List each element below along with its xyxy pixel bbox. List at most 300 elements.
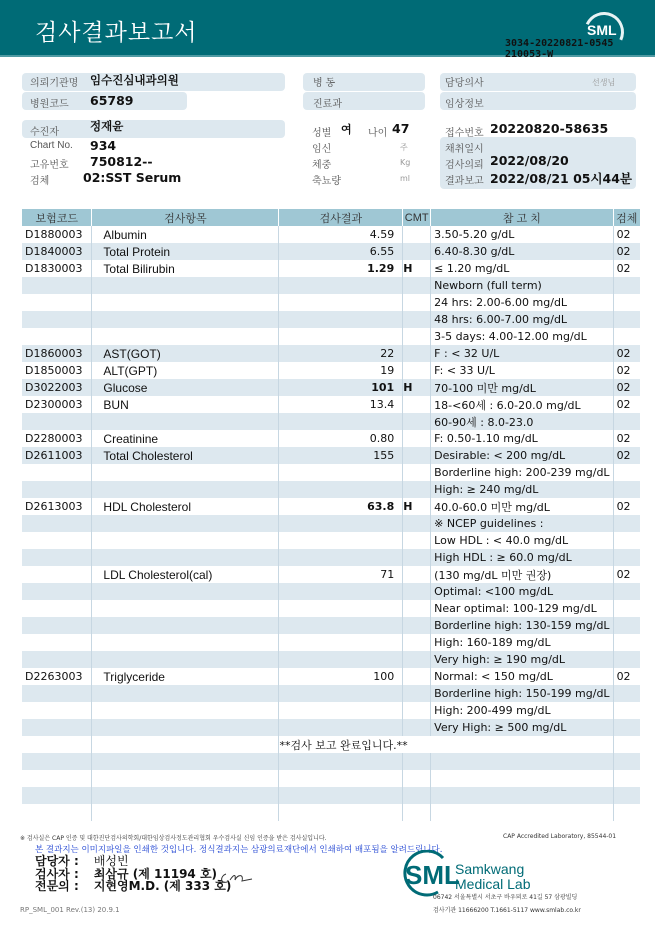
- column-header: 보험코드: [22, 209, 92, 226]
- insurance-code: [22, 464, 92, 481]
- reference-range: Newborn (full term): [431, 277, 613, 294]
- insurance-code: [22, 804, 92, 821]
- insurance-code: [22, 787, 92, 804]
- test-item: [92, 464, 279, 481]
- specimen-code: [613, 600, 640, 617]
- reference-range: Near optimal: 100-129 mg/dL: [431, 600, 613, 617]
- code-label: 병원코드: [30, 99, 69, 110]
- reference-range: ≤ 1.20 mg/dL: [431, 260, 613, 277]
- test-result: [279, 481, 403, 498]
- blank-row: [22, 753, 640, 770]
- test-item: AST(GOT): [92, 345, 279, 362]
- specimen-code: 02: [613, 362, 640, 379]
- test-item: Creatinine: [92, 430, 279, 447]
- reference-range: Very High: ≥ 500 mg/dL: [431, 719, 613, 736]
- test-item: [92, 294, 279, 311]
- insurance-code: D1860003: [22, 345, 92, 362]
- test-result: 22: [279, 345, 403, 362]
- cmt-flag: [403, 532, 431, 549]
- blank-row: [22, 770, 640, 787]
- specimen-code: 02: [613, 226, 640, 243]
- report-complete-text: **검사 보고 완료입니다.**: [279, 736, 613, 753]
- test-item: [92, 770, 279, 787]
- test-item: [92, 600, 279, 617]
- cmt-flag: [403, 430, 431, 447]
- test-result: 100: [279, 668, 403, 685]
- cmt-flag: [403, 345, 431, 362]
- specimen-code: [613, 651, 640, 668]
- column-header: CMT: [403, 209, 431, 226]
- cmt-flag: [403, 668, 431, 685]
- hospital-value: 임수진심내과의원: [90, 73, 179, 87]
- reference-range: High: ≥ 240 mg/dL: [431, 481, 613, 498]
- test-result: 4.59: [279, 226, 403, 243]
- reference-range: 24 hrs: 2.00-6.00 mg/dL: [431, 294, 613, 311]
- test-item: LDL Cholesterol(cal): [92, 566, 279, 583]
- chart-label: Chart No.: [30, 140, 73, 151]
- specimen-code: [613, 634, 640, 651]
- reference-range: Low HDL : < 40.0 mg/dL: [431, 532, 613, 549]
- urine-label: 축뇨량: [312, 176, 341, 187]
- table-row: [22, 447, 640, 464]
- reference-range: Very high: ≥ 190 mg/dL: [431, 651, 613, 668]
- reference-range: Optimal: <100 mg/dL: [431, 583, 613, 600]
- insurance-code: [22, 736, 92, 753]
- cmt-flag: [403, 311, 431, 328]
- test-result: [279, 634, 403, 651]
- document-number: 3034-20220821-0545 210053-W: [505, 38, 614, 60]
- reference-range: High: 160-189 mg/dL: [431, 634, 613, 651]
- insurance-code: D2613003: [25, 500, 83, 513]
- cmt-flag: [403, 481, 431, 498]
- results-table: [22, 209, 640, 821]
- specimen-code: [613, 685, 640, 702]
- sml-footer-logo: SML: [405, 860, 460, 890]
- reference-range: 70-100 미만 mg/dL: [431, 379, 613, 396]
- insurance-code: D2263003: [25, 670, 83, 683]
- test-result: 101: [279, 379, 403, 396]
- specimen-code: [613, 311, 640, 328]
- test-item: Glucose: [92, 379, 279, 396]
- test-item: [92, 328, 279, 345]
- test-item: [92, 753, 279, 770]
- test-result: [279, 651, 403, 668]
- reference-range: [431, 787, 613, 804]
- cmt-flag: [403, 294, 431, 311]
- signature-icon: [218, 868, 258, 888]
- cmt-flag: [403, 464, 431, 481]
- sex-value: 여: [341, 123, 352, 136]
- insurance-code: D3022003: [22, 379, 92, 396]
- table-header: [22, 209, 640, 226]
- test-result: [279, 583, 403, 600]
- test-result: [279, 685, 403, 702]
- reference-range: Borderline high: 150-199 mg/dL: [431, 685, 613, 702]
- request-label: 검사의뢰: [445, 160, 484, 171]
- cmt-flag: [403, 447, 431, 464]
- test-result: [279, 515, 403, 532]
- cmt-flag: [403, 413, 431, 430]
- reference-range: 18-<60세 : 6.0-20.0 mg/dL: [431, 396, 613, 413]
- column-header: 검사결과: [279, 209, 403, 226]
- specimen-code: 02: [613, 396, 640, 413]
- table-row: [22, 634, 640, 651]
- test-item: [92, 702, 279, 719]
- table-row: [22, 702, 640, 719]
- collection-label: 채취일시: [445, 144, 484, 155]
- specimen-code: [613, 736, 640, 753]
- test-result: [279, 770, 403, 787]
- specimen-code: [613, 464, 640, 481]
- insurance-code: [22, 277, 92, 294]
- receipt-value: 20220820-58635: [490, 121, 609, 136]
- report-title: 검사결과보고서: [35, 20, 198, 46]
- test-item: Total Cholesterol: [92, 447, 279, 464]
- insurance-code: [22, 685, 92, 702]
- test-result: [279, 294, 403, 311]
- column-header: 검체: [613, 209, 640, 226]
- weight-label: 체중: [312, 160, 332, 171]
- specimen-code: [613, 328, 640, 345]
- table-row: [22, 515, 640, 532]
- hospital-label: 의뢰기관명: [30, 78, 79, 89]
- reference-range: Borderline high: 130-159 mg/dL: [431, 617, 613, 634]
- certification-text: ※ 검사실은 CAP 인증 및 대한진단검사의학회/대한임상검사정도관리협회 우수검사실 신임 인증을 받은 검사실입니다.: [20, 835, 327, 842]
- insurance-code: [22, 651, 92, 668]
- insurance-code: [22, 719, 92, 736]
- cmt-flag: [403, 566, 431, 583]
- insurance-code: [22, 532, 92, 549]
- table-row: [22, 685, 640, 702]
- receipt-label: 접수번호: [445, 128, 484, 139]
- age-value: 47: [392, 121, 410, 136]
- cmt-flag: [403, 804, 431, 821]
- table-row: [22, 362, 640, 379]
- reference-range: 48 hrs: 6.00-7.00 mg/dL: [431, 311, 613, 328]
- cmt-flag: [403, 549, 431, 566]
- specimen-code: 02: [613, 430, 640, 447]
- test-item: [92, 277, 279, 294]
- insurance-code: [22, 481, 92, 498]
- cap-text: CAP Accredited Laboratory, 85544-01: [503, 833, 617, 840]
- table-row: [22, 243, 640, 260]
- reference-range: High: 200-499 mg/dL: [431, 702, 613, 719]
- cmt-flag: [403, 243, 431, 260]
- table-row: [22, 413, 640, 430]
- reference-range: 3.50-5.20 g/dL: [431, 226, 613, 243]
- test-item: [92, 532, 279, 549]
- table-row: [22, 345, 640, 362]
- table-row: [22, 311, 640, 328]
- reference-range: 60-90세 : 8.0-23.0: [431, 413, 613, 430]
- test-item: ALT(GPT): [92, 362, 279, 379]
- specimen-value: 02:SST Serum: [83, 170, 182, 185]
- pregnancy-label: 임신: [312, 144, 332, 155]
- test-item: [92, 583, 279, 600]
- test-result: [279, 464, 403, 481]
- specimen-code: [613, 770, 640, 787]
- specimen-code: [613, 294, 640, 311]
- test-result: [279, 804, 403, 821]
- id-label: 고유번호: [30, 160, 69, 171]
- doctor-suffix: 선생님: [592, 78, 616, 87]
- test-item: [92, 685, 279, 702]
- table-row: [22, 481, 640, 498]
- test-item: Albumin: [92, 226, 279, 243]
- test-result: [279, 787, 403, 804]
- table-row: [22, 277, 640, 294]
- table-row: [22, 532, 640, 549]
- test-result: 155: [279, 447, 403, 464]
- lab-address: 06742 서울특별시 서초구 바우뫼로 41길 57 삼광빌딩: [433, 894, 578, 901]
- insurance-code: D2611003: [22, 447, 92, 464]
- cmt-flag: [403, 685, 431, 702]
- test-item: [92, 804, 279, 821]
- clinical-label: 임상정보: [445, 99, 484, 110]
- test-result: 71: [279, 566, 403, 583]
- reference-range: [431, 753, 613, 770]
- specimen-code: 02: [613, 498, 640, 515]
- table-row: [22, 566, 640, 583]
- test-item: Triglyceride: [92, 668, 279, 685]
- insurance-code: [22, 566, 92, 583]
- reference-range: Normal: < 150 mg/dL: [431, 668, 613, 685]
- insurance-code: D2300003: [25, 398, 83, 411]
- cmt-flag: [403, 702, 431, 719]
- specimen-code: [613, 804, 640, 821]
- blank-row: [22, 804, 640, 821]
- cmt-flag: H: [403, 379, 431, 396]
- specimen-code: 02: [613, 260, 640, 277]
- insurance-code: [22, 583, 92, 600]
- cmt-flag: [403, 362, 431, 379]
- staff-specialist: 전문의 : 지현영M.D. (제 333 호): [35, 879, 232, 893]
- reference-range: F : < 32 U/L: [431, 345, 613, 362]
- table-row: [22, 549, 640, 566]
- request-value: 2022/08/20: [490, 153, 569, 168]
- cmt-flag: [403, 600, 431, 617]
- cmt-flag: [403, 396, 431, 413]
- column-header: 검사항목: [92, 209, 279, 226]
- test-result: [279, 617, 403, 634]
- cmt-flag: [403, 226, 431, 243]
- specimen-code: [613, 719, 640, 736]
- insurance-code: D1830003: [25, 262, 83, 275]
- staff-tester: 검사자 : 최삼규 (제 11194 호): [35, 867, 218, 881]
- table-row: [22, 600, 640, 617]
- table-row: [22, 260, 640, 277]
- test-item: [92, 651, 279, 668]
- cmt-flag: [403, 328, 431, 345]
- test-item: [92, 719, 279, 736]
- specimen-code: [613, 787, 640, 804]
- specimen-code: [613, 413, 640, 430]
- cmt-flag: H: [403, 498, 431, 515]
- insurance-code: D1850003: [25, 364, 83, 377]
- test-result: [279, 600, 403, 617]
- urine-unit: ml: [400, 174, 411, 183]
- specimen-code: 02: [613, 566, 640, 583]
- test-item: BUN: [92, 396, 279, 413]
- cmt-flag: [403, 617, 431, 634]
- test-item: [92, 481, 279, 498]
- form-number: RP_SML_001 Rev.(13) 20.9.1: [20, 906, 120, 914]
- reference-range: ※ NCEP guidelines :: [431, 515, 613, 532]
- insurance-code: [22, 515, 92, 532]
- insurance-code: [22, 600, 92, 617]
- insurance-code: D1840003: [22, 243, 92, 260]
- test-item: HDL Cholesterol: [92, 498, 279, 515]
- table-row: [22, 719, 640, 736]
- specimen-code: 02: [613, 379, 640, 396]
- reference-range: F: < 33 U/L: [431, 362, 613, 379]
- table-row: [22, 328, 640, 345]
- reference-range: 40.0-60.0 미만 mg/dL: [431, 498, 613, 515]
- table-row: [22, 379, 640, 396]
- id-value: 750812--: [90, 154, 153, 169]
- cmt-flag: [403, 515, 431, 532]
- insurance-code: [22, 753, 92, 770]
- blank-row: [22, 787, 640, 804]
- insurance-code: [22, 549, 92, 566]
- weight-unit: Kg: [400, 158, 411, 167]
- specimen-label: 검체: [30, 176, 50, 187]
- insurance-code: D2280003: [25, 432, 83, 445]
- test-result: 6.55: [279, 243, 403, 260]
- insurance-code: [22, 617, 92, 634]
- test-result: [279, 328, 403, 345]
- specimen-code: [613, 549, 640, 566]
- sex-label: 성별: [312, 128, 332, 139]
- reference-range: (130 mg/dL 미만 권장): [431, 566, 613, 583]
- cmt-flag: [403, 583, 431, 600]
- specimen-code: [613, 277, 640, 294]
- table-row: [22, 651, 640, 668]
- reference-range: Desirable: < 200 mg/dL: [431, 447, 613, 464]
- specimen-code: [613, 617, 640, 634]
- insurance-code: [22, 770, 92, 787]
- test-item: [92, 617, 279, 634]
- age-label: 나이: [368, 128, 388, 139]
- test-result: [279, 753, 403, 770]
- report-label: 결과보고: [445, 176, 484, 187]
- test-item: [92, 634, 279, 651]
- cmt-flag: [403, 770, 431, 787]
- patient-box: [22, 120, 285, 138]
- insurance-code: [22, 702, 92, 719]
- table-row: [22, 668, 640, 685]
- test-item: [92, 787, 279, 804]
- reference-range: [431, 770, 613, 787]
- test-item: [92, 736, 279, 753]
- specimen-code: 02: [613, 447, 640, 464]
- test-result: [279, 702, 403, 719]
- reference-range: 3-5 days: 4.00-12.00 mg/dL: [431, 328, 613, 345]
- table-row: [22, 498, 640, 515]
- test-item: [92, 515, 279, 532]
- specimen-code: 02: [613, 345, 640, 362]
- insurance-code: [22, 311, 92, 328]
- reference-range: 6.40-8.30 g/dL: [431, 243, 613, 260]
- insurance-code: [22, 328, 92, 345]
- insurance-code: [22, 413, 92, 430]
- cmt-flag: [403, 277, 431, 294]
- column-header: 참 고 치: [431, 209, 613, 226]
- table-row: [22, 294, 640, 311]
- test-result: [279, 277, 403, 294]
- dept-label: 진료과: [313, 99, 342, 110]
- staff-manager: 담당자 : 배성빈: [35, 854, 129, 868]
- table-row: [22, 583, 640, 600]
- specimen-code: [613, 753, 640, 770]
- chart-value: 934: [90, 138, 117, 153]
- table-row: [22, 617, 640, 634]
- patient-value: 정재윤: [90, 119, 124, 133]
- test-result: [279, 413, 403, 430]
- table-row: [22, 736, 640, 753]
- table-row: [22, 396, 640, 413]
- table-row: [22, 464, 640, 481]
- lab-contact: 검사기관 11666200 T.1661-5117 www.smlab.co.kr: [433, 907, 581, 914]
- cmt-flag: [403, 787, 431, 804]
- insurance-code: [22, 294, 92, 311]
- test-result: [279, 719, 403, 736]
- specimen-code: 02: [613, 668, 640, 685]
- reference-range: Borderline high: 200-239 mg/dL: [431, 464, 613, 481]
- test-result: 19: [279, 362, 403, 379]
- insurance-code: [22, 634, 92, 651]
- test-item: [92, 413, 279, 430]
- table-row: [22, 226, 640, 243]
- report-value: 2022/08/21 05시44분: [490, 171, 633, 186]
- test-result: 1.29: [279, 260, 403, 277]
- cmt-flag: [403, 634, 431, 651]
- reference-range: High HDL : ≥ 60.0 mg/dL: [431, 549, 613, 566]
- test-result: 13.4: [279, 396, 403, 413]
- test-item: [92, 549, 279, 566]
- specimen-code: [613, 583, 640, 600]
- test-item: Total Protein: [92, 243, 279, 260]
- specimen-code: [613, 702, 640, 719]
- test-result: 63.8: [279, 498, 403, 515]
- cmt-flag: [403, 719, 431, 736]
- specimen-code: [613, 515, 640, 532]
- patient-label: 수진자: [30, 127, 59, 138]
- lab-name: Samkwang Medical Lab: [455, 861, 531, 892]
- cmt-flag: [403, 651, 431, 668]
- cmt-flag: H: [403, 260, 431, 277]
- reference-range: F: 0.50-1.10 mg/dL: [431, 430, 613, 447]
- test-result: [279, 311, 403, 328]
- test-result: 0.80: [279, 430, 403, 447]
- ward-label: 병 동: [313, 78, 336, 89]
- test-result: [279, 532, 403, 549]
- test-item: Total Bilirubin: [92, 260, 279, 277]
- test-result: [279, 549, 403, 566]
- notice-text: 본 결과지는 이미지파일을 인쇄한 것입니다. 정식결과지는 삼광의료재단에서 인쇄하여 배포됨을 알려드립니다.: [35, 845, 443, 855]
- test-item: [92, 311, 279, 328]
- code-value: 65789: [90, 93, 134, 108]
- specimen-code: [613, 481, 640, 498]
- pregnancy-unit: 주: [400, 143, 408, 152]
- specimen-code: 02: [613, 243, 640, 260]
- insurance-code: D1880003: [25, 228, 83, 241]
- specimen-code: [613, 532, 640, 549]
- cmt-flag: [403, 753, 431, 770]
- doctor-label: 담당의사: [445, 78, 484, 89]
- sml-logo: SML: [587, 22, 617, 38]
- table-row: [22, 430, 640, 447]
